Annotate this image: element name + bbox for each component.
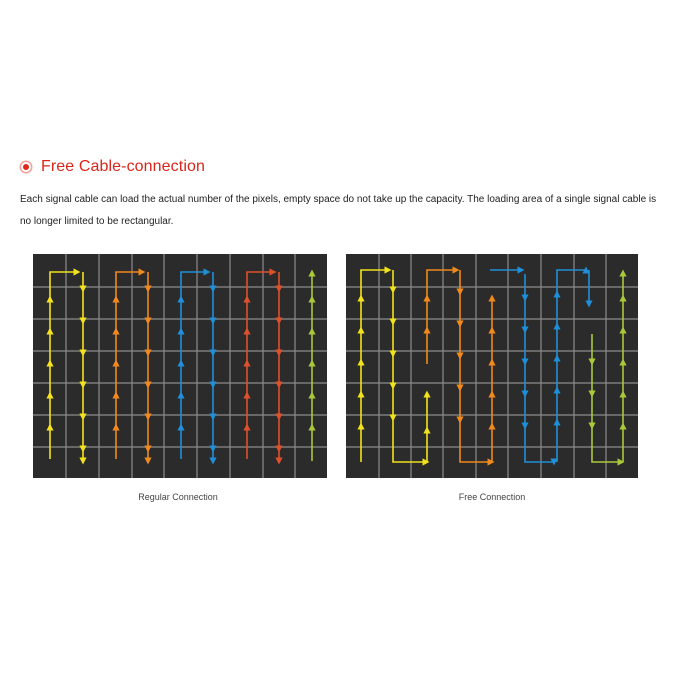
free-connection-diagram — [346, 254, 638, 478]
section-description: Each signal cable can load the actual number of the pixels, empty space do not take up the capacity. The loading area of a single signal cable is no longer limited to be rectangular. — [20, 194, 657, 227]
section-header — [20, 156, 205, 178]
regular-connection-panel — [33, 254, 327, 478]
regular-connection-diagram — [33, 254, 327, 478]
bullet-icon — [23, 164, 29, 170]
regular-connection-caption: Regular Connection — [138, 492, 218, 502]
free-connection-panel — [346, 254, 638, 478]
free-connection-caption: Free Connection — [458, 492, 526, 502]
section-title: Free Cable-connection — [41, 158, 205, 175]
